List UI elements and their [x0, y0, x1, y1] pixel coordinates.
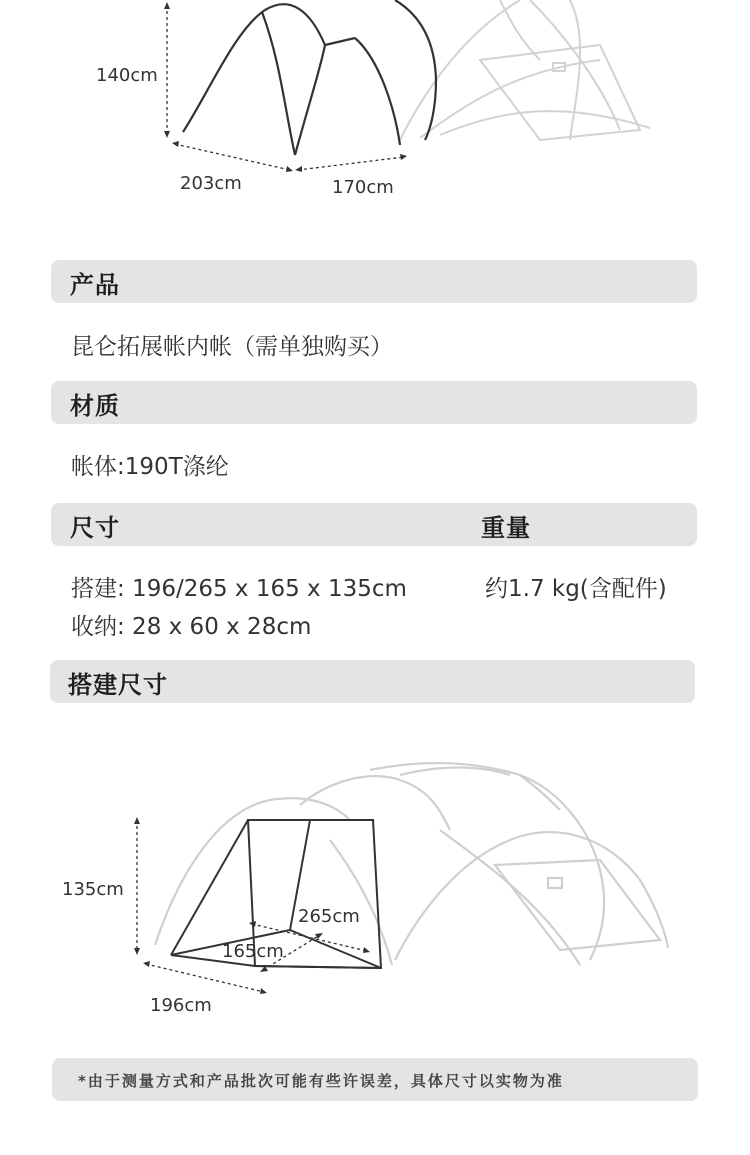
weight-title: 重量 [481, 514, 531, 542]
setup-size-title: 搭建尺寸 [68, 671, 168, 699]
size-packed-value: 收纳: 28 x 60 x 28cm [71, 614, 312, 640]
top-depth-label: 203cm [180, 173, 242, 194]
material-header-bar [51, 381, 697, 424]
size-weight-header-bar [51, 503, 697, 546]
product-value: 昆仑拓展帐内帐（需单独购买） [71, 334, 393, 360]
weight-value: 约1.7 kg(含配件) [485, 576, 667, 602]
top-height-label: 140cm [96, 65, 158, 86]
size-pitched-value: 搭建: 196/265 x 165 x 135cm [71, 576, 407, 602]
bottom-length-label: 265cm [298, 906, 360, 927]
footnote-text: *由于测量方式和产品批次可能有些许误差，具体尺寸以实物为准 [78, 1072, 564, 1090]
bottom-depth-label: 196cm [150, 995, 212, 1016]
material-title: 材质 [70, 392, 120, 420]
bottom-width-label: 165cm [222, 941, 284, 962]
material-value: 帐体:190T涤纶 [71, 454, 229, 480]
product-header-bar [51, 260, 697, 303]
product-title: 产品 [70, 271, 120, 299]
top-width-label: 170cm [332, 177, 394, 198]
size-title: 尺寸 [70, 514, 120, 542]
bottom-height-label: 135cm [62, 879, 124, 900]
